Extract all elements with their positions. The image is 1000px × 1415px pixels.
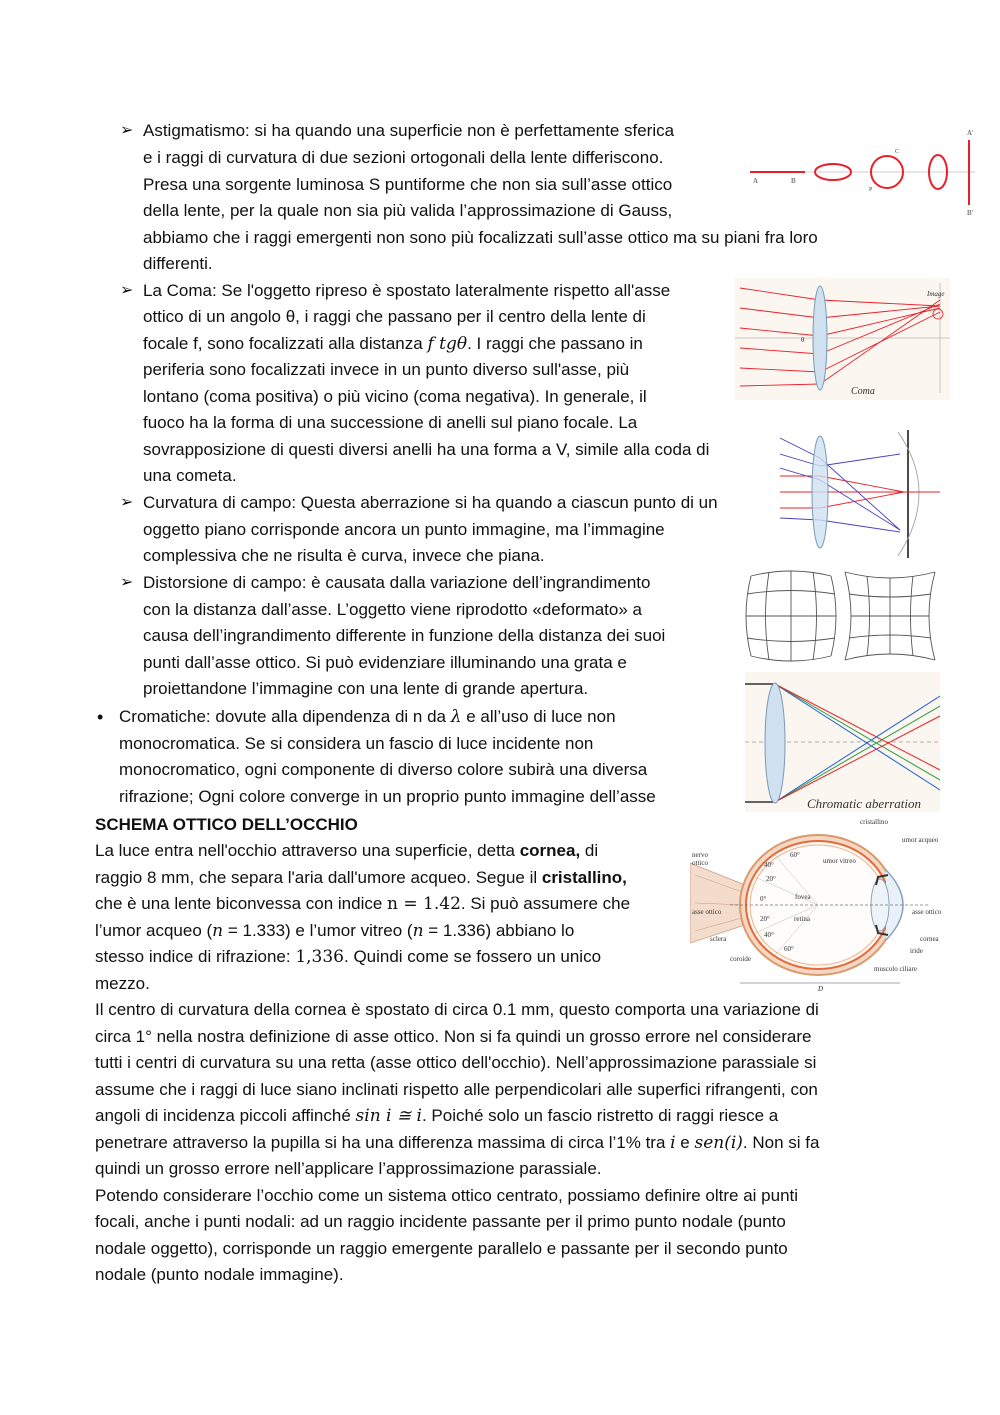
sen-i-formula: sen(i) (694, 1133, 743, 1153)
paragraph-line: Potendo considerare l’occhio come un sistema ottico centrato, possiamo definire oltre ai punti (95, 1186, 799, 1205)
schema-line-1-text-c: di (580, 841, 599, 860)
eye-label-cornea: cornea (920, 935, 939, 943)
astig-label-c: C (895, 149, 900, 155)
coma-line-1: La Coma: Se l'oggetto ripreso è spostato lateralmente rispetto all'asse (143, 281, 671, 300)
eye-label-40-top: 40° (764, 861, 774, 869)
eye-label-60-top: 60° (790, 851, 800, 859)
astig-label-p: P (869, 187, 873, 193)
paragraph-line: circa 1° nella nostra definizione di asse ottico. Non si fa quindi un grosso errore nel considerare (95, 1027, 812, 1046)
paragraph-text: . Non si fa (742, 1133, 820, 1152)
astig-line-3: Presa una sorgente luminosa S puntiforme che non sia sull’asse ottico (143, 175, 673, 194)
schema-line-2 (95, 865, 627, 891)
pincushion-distortion-grid (843, 570, 937, 662)
distorsione-line-3: causa dell’ingrandimento differente in funzione della distanza dei suoi (143, 626, 666, 645)
section-heading: SCHEMA OTTICO DELL’OCCHIO (95, 815, 358, 834)
curvatura-line-1: Curvatura di campo: Questa aberrazione si ha quando a ciascun punto di un (143, 493, 718, 512)
paragraph-line: tutti i centri di curvatura su una retta (asse ottico dell'occhio). Nell’approssimazione parassiale si (95, 1053, 817, 1072)
eye-label-iride: iride (910, 947, 923, 955)
eye-label-asse-ottico-left: asse ottico (692, 908, 722, 916)
eye-label-retina: retina (794, 915, 810, 923)
schema-line-5-text-b: . Quindi come se fossero un unico (344, 947, 602, 966)
schema-line-5 (95, 944, 601, 970)
schema-line-3 (95, 891, 630, 917)
astig-line-1: Astigmatismo: si ha quando una superficie non è perfettamente sferica (143, 121, 675, 140)
paragraph-line: Il centro di curvatura della cornea è spostato di circa 0.1 mm, questo comporta una variazione di (95, 1000, 819, 1019)
schema-line-6: mezzo. (95, 974, 150, 993)
n-symbol: n (212, 921, 224, 941)
schema-line-4-text-a: l’umor acqueo ( (95, 921, 213, 940)
index-value: 1,336 (295, 947, 344, 967)
schema-line-3-text-b: . Si può assumere che (460, 894, 631, 913)
index-formula: n = 1.42 (387, 894, 461, 914)
eye-label-muscolo-ciliare: muscolo ciliare (874, 965, 917, 973)
bullet-dot-icon: • (97, 707, 104, 727)
schema-line-4 (95, 918, 574, 944)
coma-formula: f tgθ (427, 334, 468, 354)
chromatic-caption: Chromatic aberration (807, 796, 921, 811)
eye-diagram (690, 815, 955, 995)
paragraph-line (95, 1130, 819, 1156)
arrow-bullet-icon: ➢ (120, 574, 134, 591)
schema-line-3-text-a: che è una lente biconvessa con indice (95, 894, 388, 913)
paragraph-text: angoli di incidenza piccoli affinché (95, 1106, 356, 1125)
cromatiche-line-2: monocromatica. Se si considera un fascio di luce incidente non (119, 734, 594, 753)
distorsione-line-5: proiettandone l’immagine con una lente di grande apertura. (143, 679, 589, 698)
eye-label-ottico: ottico (692, 859, 708, 867)
paragraph-text: . Poiché solo un fascio ristretto di raggi riesce a (421, 1106, 779, 1125)
coma-line-7: sovrapposizione di questi diversi anelli ha una forma a V, simile alla coda di (143, 440, 710, 459)
eye-label-fovea: fovea (795, 893, 811, 901)
coma-line-6: fuoco ha la forma di una successione di anelli sul piano focale. La (143, 413, 638, 432)
schema-line-4-text-b: = 1.333) e l’umor vitreo ( (223, 921, 413, 940)
coma-theta-label: θ (801, 336, 805, 344)
eye-label-d: D (818, 985, 824, 993)
curvatura-line-2: oggetto piano corrisponde ancora un punto immagine, ma l’immagine (143, 520, 665, 539)
coma-line-4: periferia sono focalizzati invece in un punto diverso sull'asse, più (143, 360, 630, 379)
paragraph-line: nodale oggetto), corrisponde un raggio emergente parallelo e passante per il secondo punto (95, 1239, 788, 1258)
eye-label-0: 0° (760, 895, 767, 903)
cromatiche-line-1-text-a: Cromatiche: dovute alla dipendenza di n da (119, 707, 451, 726)
astig-label-a-prime: A' (967, 129, 974, 137)
eye-label-20-top: 20° (766, 875, 776, 883)
coma-line-3-text-b: . I raggi che passano in (467, 334, 643, 353)
eye-label-umor-acqueo: umor acqueo (902, 836, 939, 844)
paragraph-line: quindi un grosso errore nell’applicare l’approssimazione parassiale. (95, 1159, 602, 1178)
schema-line-2-text-a: raggio 8 mm, che separa l'aria dall'umore acqueo. Segue il (95, 868, 542, 887)
paragraph-text: penetrare attraverso la pupilla si ha una differenza massima di circa l’1% tra (95, 1133, 671, 1152)
astig-line-4: della lente, per la quale non sia più valida l’approssimazione di Gauss, (143, 201, 673, 220)
i-symbol: i (670, 1133, 676, 1153)
eye-label-20-bottom: 20° (760, 915, 770, 923)
lambda-symbol: λ (450, 707, 462, 727)
cromatiche-line-1 (119, 704, 616, 730)
eye-label-coroide: coroide (730, 955, 751, 963)
astig-label-b: B (791, 177, 796, 185)
schema-line-1-text-a: La luce entra nell'occhio attraverso una superficie, detta (95, 841, 520, 860)
astigmatism-figure (745, 125, 980, 220)
paragraph-line: nodale (punto nodale immagine). (95, 1265, 344, 1284)
schema-line-4-text-c: = 1.336) abbiano lo (423, 921, 575, 940)
cromatiche-line-1-text-b: e all’uso di luce non (461, 707, 616, 726)
eye-label-40-bottom: 40° (764, 931, 774, 939)
arrow-bullet-icon: ➢ (120, 282, 134, 299)
coma-figure (735, 278, 950, 400)
paragraph-text: e (675, 1133, 695, 1152)
barrel-distortion-grid (745, 570, 837, 662)
eye-label-60-bottom: 60° (784, 945, 794, 953)
astig-line-6: differenti. (143, 254, 213, 273)
distorsione-line-1: Distorsione di campo: è causata dalla variazione dell’ingrandimento (143, 573, 651, 592)
sin-approx-formula: sin i ≅ i (355, 1106, 422, 1126)
eye-label-cristallino: cristallino (860, 818, 888, 826)
astig-line-5: abbiamo che i raggi emergenti non sono più focalizzati sull’asse ottico ma su piani fra loro (143, 228, 818, 247)
cromatiche-line-4: rifrazione; Ogni colore converge in un proprio punto immagine dell’asse (119, 787, 656, 806)
distorsione-line-2: con la distanza dall’asse. L’oggetto viene riprodotto «deformato» a (143, 600, 642, 619)
coma-line-3 (143, 331, 643, 357)
eye-label-sclera: sclera (710, 935, 727, 943)
coma-line-5: lontano (coma positiva) o più vicino (coma negativa). In generale, il (143, 387, 647, 406)
eye-label-nervo: nervo (692, 851, 708, 859)
astig-label-b-prime: B' (967, 209, 973, 217)
schema-line-1 (95, 838, 598, 864)
arrow-bullet-icon: ➢ (120, 494, 134, 511)
distorsione-line-4: punti dall’asse ottico. Si può evidenziare illuminando una grata e (143, 653, 627, 672)
paragraph-line: assume che i raggi di luce siano inclinati rispetto alle perpendicolari alle superfici rifrangenti, con (95, 1080, 818, 1099)
eye-label-umor-vitreo: umor vitreo (823, 857, 856, 865)
chromatic-aberration-figure (745, 672, 940, 812)
coma-caption: Coma (851, 386, 875, 397)
field-curvature-figure (780, 428, 940, 560)
coma-line-3-text-a: focale f, sono focalizzati alla distanza (143, 334, 428, 353)
coma-image-label: Image (927, 290, 945, 298)
paragraph-line: focali, anche i punti nodali: ad un raggio incidente passante per il primo punto nodale (punto (95, 1212, 786, 1231)
curvatura-line-3: complessiva che ne risulta è curva, invece che piana. (143, 546, 545, 565)
eye-label-asse-ottico-right: asse ottico (912, 908, 942, 916)
astig-label-a: A (753, 177, 759, 185)
coma-line-8: una cometa. (143, 466, 237, 485)
term-cornea: cornea, (519, 841, 581, 860)
paragraph-line (95, 1103, 778, 1129)
astig-line-2: e i raggi di curvatura di due sezioni ortogonali della lente differiscono. (143, 148, 664, 167)
n-symbol: n (412, 921, 424, 941)
schema-line-5-text-a: stesso indice di rifrazione: (95, 947, 296, 966)
coma-line-2: ottico di un angolo θ, i raggi che passano per il centro della lente di (143, 307, 646, 326)
arrow-bullet-icon: ➢ (120, 122, 134, 139)
term-cristallino: cristallino, (541, 868, 627, 887)
cromatiche-line-3: monocromatico, ogni componente di diverso colore subirà una diversa (119, 760, 648, 779)
